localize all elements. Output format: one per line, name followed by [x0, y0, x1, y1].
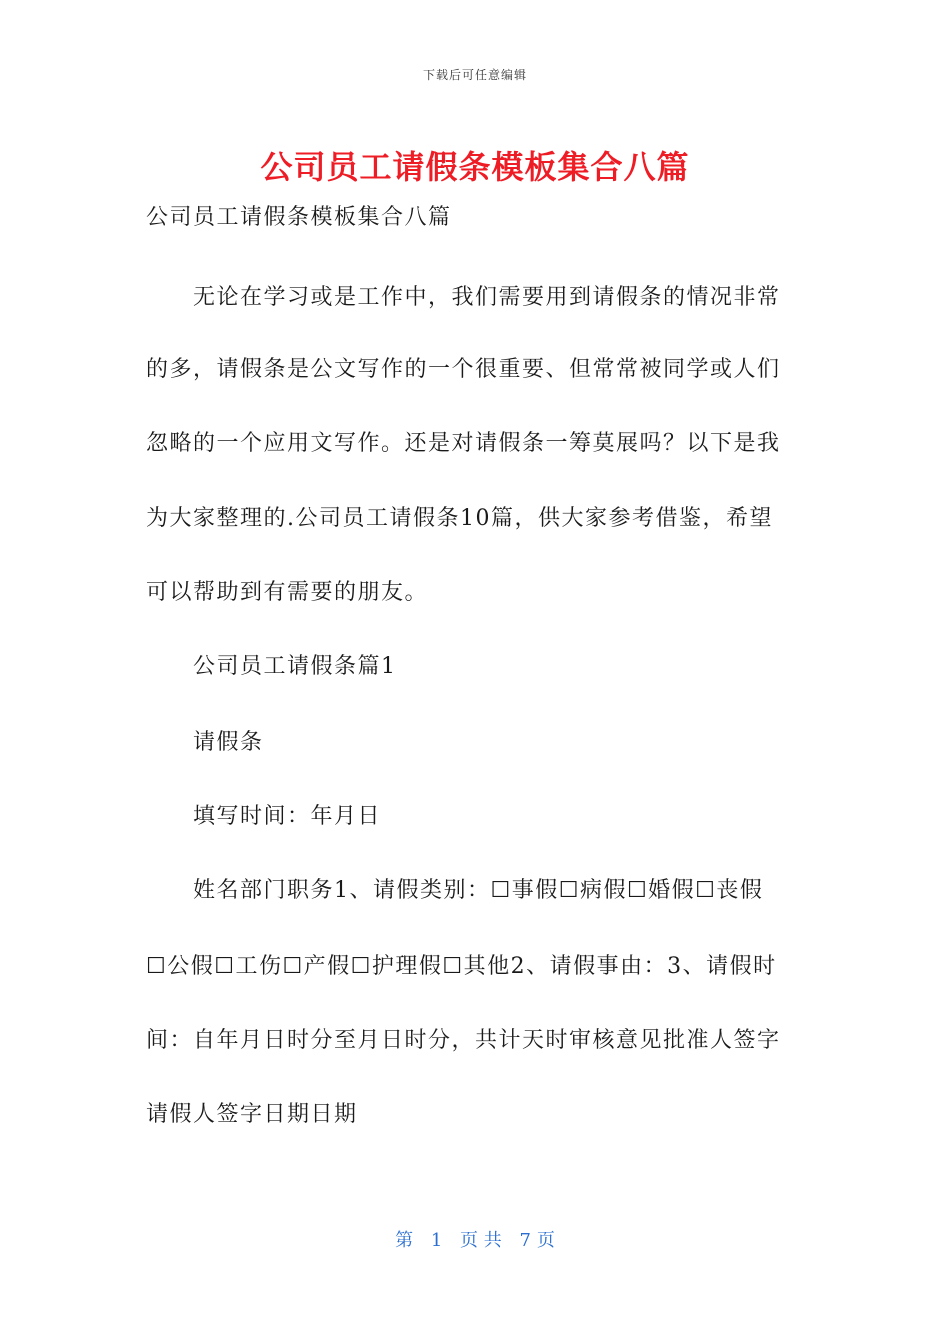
footer-current-page: 1 — [430, 1230, 443, 1251]
body-line-9: 填写时间：年月日 — [146, 804, 382, 829]
body-line-13: 请假人签字日期日期 — [146, 1102, 358, 1127]
footer-suffix: 页 — [536, 1230, 555, 1251]
document-title: 公司员工请假条模板集合八篇 — [260, 148, 690, 186]
body-line-6: 可以帮助到有需要的朋友。 — [146, 580, 429, 605]
footer-total-pages: 7 — [519, 1230, 531, 1251]
body-line-7: 公司员工请假条篇1 — [146, 654, 397, 679]
body-line-12: 间：自年月日时分至月日时分，共计天时审核意见批准人签字 — [146, 1028, 781, 1053]
footer-prefix: 第 — [395, 1230, 414, 1251]
body-line-1: 公司员工请假条模板集合八篇 — [146, 205, 452, 230]
body-line-2: 无论在学习或是工作中，我们需要用到请假条的情况非常 — [146, 285, 781, 310]
body-line-10: 姓名部门职务1、请假类别：☐事假☐病假☐婚假☐丧假 — [146, 878, 764, 903]
footer-middle: 页 共 — [460, 1230, 502, 1251]
body-line-3: 的多，请假条是公文写作的一个很重要、但常常被同学或人们 — [146, 357, 781, 382]
body-line-8: 请假条 — [146, 730, 264, 755]
header-note: 下载后可任意编辑 — [422, 68, 527, 82]
page-number-footer — [0, 1226, 950, 1252]
body-line-5: 为大家整理的.公司员工请假条10篇，供大家参考借鉴，希望 — [146, 506, 773, 531]
body-line-11: ☐公假☐工伤☐产假☐护理假☐其他2、请假事由：3、请假时 — [146, 954, 777, 979]
body-line-4: 忽略的一个应用文写作。还是对请假条一筹莫展吗？以下是我 — [146, 431, 781, 456]
